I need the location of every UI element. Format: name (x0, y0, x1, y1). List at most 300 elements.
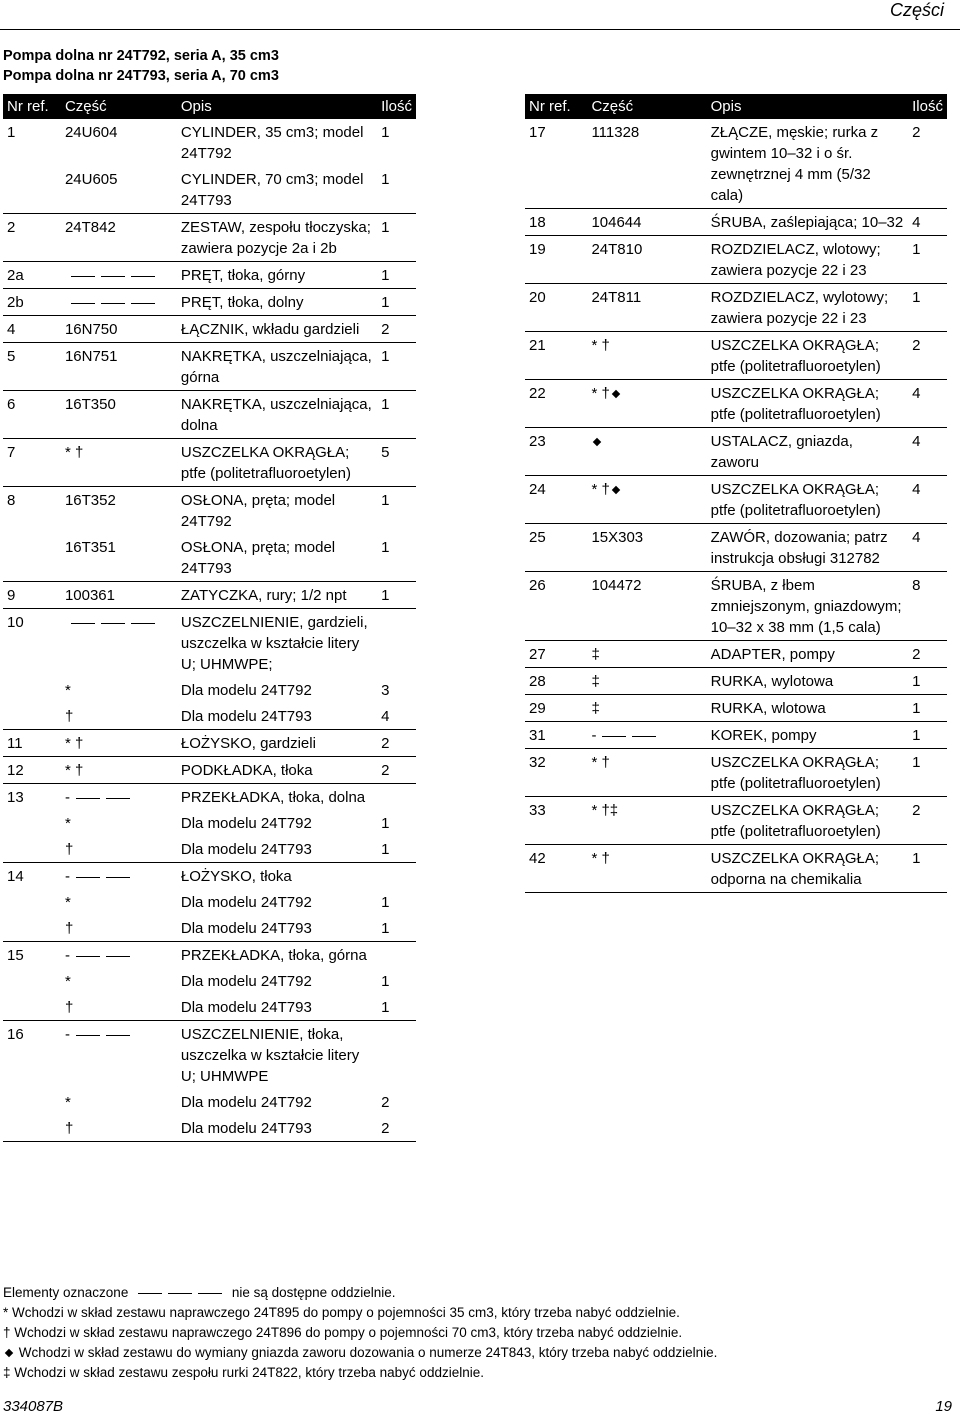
doc-number: 334087B (3, 1398, 64, 1415)
part-cell (587, 476, 706, 524)
part-number: * † (64, 444, 84, 461)
desc-cell: ROZDZIELACZ, wlotowy; zawiera pozycje 22 i 23 (707, 236, 909, 284)
note-not-available (3, 1283, 717, 1303)
ref-cell: 11 (3, 730, 61, 757)
ref-cell (3, 889, 61, 915)
part-number: 111328 (591, 124, 640, 141)
part-cell (587, 695, 706, 722)
part-cell (587, 845, 706, 893)
desc-cell: ZESTAW, zespołu tłoczyska; zawiera pozycje 2a i 2b (177, 214, 377, 262)
part-number: † (64, 841, 74, 858)
qty-cell: 1 (377, 119, 416, 167)
note-diamond-text: Wchodzi w skład zestawu do wymiany gniazda zaworu dozowania o numerze 24T843, który trzeba nabyć oddzielnie. (18, 1345, 718, 1360)
desc-cell: Dla modelu 24T793 (180, 999, 312, 1016)
table-row (3, 942, 416, 969)
qty-cell: 4 (381, 708, 390, 725)
table-row (3, 1089, 416, 1115)
ref-cell (3, 677, 61, 703)
qty-cell: 1 (377, 289, 416, 316)
part-number: † (64, 920, 74, 937)
ref-cell: 16 (3, 1021, 61, 1090)
qty-cell (377, 609, 416, 678)
part-cell (587, 572, 706, 641)
ref-cell: 20 (525, 284, 587, 332)
desc-cell: Dla modelu 24T792 (180, 973, 312, 990)
desc-cell: Dla modelu 24T792 (180, 815, 312, 832)
diamond-icon (612, 390, 620, 398)
part-number: - (64, 947, 70, 964)
qty-cell: 1 (377, 487, 416, 535)
table-row (525, 722, 947, 749)
table-row (3, 730, 416, 757)
table-row (3, 439, 416, 487)
ref-cell: 9 (3, 582, 61, 609)
part-number: ‡ (591, 700, 600, 717)
header-ref: Nr ref. (3, 94, 61, 119)
table-row (3, 784, 416, 811)
desc-cell: Dla modelu 24T793 (180, 708, 312, 725)
table-row (3, 214, 416, 262)
part-cell (587, 209, 706, 236)
qty-cell: 1 (908, 722, 947, 749)
table-row (3, 609, 416, 678)
qty-cell: 3 (381, 682, 390, 699)
part-number: 16T351 (64, 539, 116, 556)
note-double-dagger: ‡ Wchodzi w skład zestawu zespołu rurki 24T822, który trzeba nabyć oddzielnie. (3, 1365, 484, 1380)
part-number: * (64, 815, 71, 832)
dash-mark (131, 276, 155, 277)
part-number: 16T352 (64, 492, 116, 509)
part-cell (587, 749, 706, 797)
header-qty: Ilość (908, 94, 947, 119)
part-cell (587, 236, 706, 284)
desc-cell: USZCZELNIENIE, tłoka, uszczelka w kształcie litery U; UHMWPE (177, 1021, 377, 1090)
ref-cell: 12 (3, 757, 61, 784)
ref-cell: 21 (525, 332, 587, 380)
part-cell (61, 757, 177, 784)
table-row (3, 757, 416, 784)
desc-cell: ŚRUBA, zaślepiająca; 10–32 (707, 209, 909, 236)
qty-cell: 1 (908, 284, 947, 332)
part-cell (61, 915, 177, 942)
desc-cell: Dla modelu 24T792 (180, 1094, 312, 1111)
qty-cell: 1 (377, 391, 416, 439)
ref-cell (3, 994, 61, 1021)
desc-cell: PODKŁADKA, tłoka (177, 757, 377, 784)
part-number: - (591, 727, 597, 744)
header-desc: Opis (177, 94, 377, 119)
part-number: 24T842 (64, 219, 116, 236)
part-cell (61, 863, 177, 890)
desc-cell: PRZEKŁADKA, tłoka, górna (177, 942, 377, 969)
header-desc: Opis (707, 94, 909, 119)
qty-cell (377, 1021, 416, 1090)
qty-cell: 8 (908, 572, 947, 641)
dash-mark (101, 623, 125, 624)
part-number: † (64, 999, 74, 1016)
ref-cell (3, 915, 61, 942)
part-cell (587, 797, 706, 845)
table-row (3, 487, 416, 535)
ref-cell: 25 (525, 524, 587, 572)
table-row (3, 889, 416, 915)
part-number: 24U604 (64, 124, 118, 141)
ref-cell (3, 836, 61, 863)
qty-cell: 1 (381, 171, 390, 188)
desc-cell: PRZEKŁADKA, tłoka, dolna (177, 784, 377, 811)
part-number: - (64, 868, 70, 885)
note-not-available-before: Elementy oznaczone (3, 1285, 129, 1300)
ref-cell (3, 810, 61, 836)
ref-cell: 31 (525, 722, 587, 749)
table-row (3, 677, 416, 703)
part-number: * † (591, 385, 610, 402)
dash-mark (71, 303, 95, 304)
qty-cell: 1 (381, 920, 390, 937)
desc-cell: USZCZELKA OKRĄGŁA; ptfe (politetrafluoroetylen) (707, 749, 909, 797)
table-row (525, 236, 947, 284)
ref-cell: 8 (3, 487, 61, 535)
header-qty: Ilość (377, 94, 416, 119)
table-row (525, 668, 947, 695)
qty-cell: 1 (381, 841, 390, 858)
part-cell (61, 730, 177, 757)
table-row (3, 391, 416, 439)
note-dagger: † Wchodzi w skład zestawu naprawczego 24T896 do pompy o pojemności 70 cm3, który trzeba nabyć oddzielnie. (3, 1325, 683, 1340)
dash-mark (602, 736, 626, 737)
table-header-row (525, 94, 947, 119)
dash-mark (76, 956, 100, 957)
table-row (3, 119, 416, 167)
ref-cell (3, 534, 61, 582)
part-number: † (64, 1120, 74, 1137)
part-number: 16N751 (64, 348, 118, 365)
part-cell (61, 316, 177, 343)
qty-cell: 1 (377, 214, 416, 262)
diamond-icon (593, 438, 601, 446)
qty-cell: 2 (381, 1120, 390, 1137)
ref-cell: 26 (525, 572, 587, 641)
part-number: * (64, 1094, 71, 1111)
ref-cell: 2a (3, 262, 61, 289)
table-row (3, 703, 416, 730)
header-rule (0, 29, 960, 30)
part-number: 100361 (64, 587, 115, 604)
desc-cell: Dla modelu 24T792 (180, 682, 312, 699)
part-number: 15X303 (591, 529, 644, 546)
desc-cell: ROZDZIELACZ, wylotowy; zawiera pozycje 22 i 23 (707, 284, 909, 332)
part-cell (61, 439, 177, 487)
ref-cell: 17 (525, 119, 587, 209)
ref-cell: 42 (525, 845, 587, 893)
desc-cell: CYLINDER, 70 cm3; model 24T793 (180, 171, 364, 209)
qty-cell: 1 (377, 582, 416, 609)
part-cell (587, 668, 706, 695)
desc-cell: ZAWÓR, dozowania; patrz instrukcja obsługi 312782 (707, 524, 909, 572)
part-number: * † (591, 481, 610, 498)
ref-cell: 33 (525, 797, 587, 845)
desc-cell: USZCZELKA OKRĄGŁA; odporna na chemikalia (707, 845, 909, 893)
qty-cell: 2 (377, 730, 416, 757)
table-row (525, 428, 947, 476)
ref-cell: 28 (525, 668, 587, 695)
part-cell (61, 534, 177, 582)
table-row (525, 695, 947, 722)
part-number: 104472 (591, 577, 642, 594)
desc-cell: USZCZELKA OKRĄGŁA; ptfe (politetrafluoroetylen) (177, 439, 377, 487)
part-number: 24T810 (591, 241, 643, 258)
table-row (525, 119, 947, 209)
table-row (3, 166, 416, 214)
table-row (3, 289, 416, 316)
part-number: 24T811 (591, 289, 642, 306)
table-row (525, 332, 947, 380)
desc-cell: RURKA, wlotowa (707, 695, 909, 722)
part-number: * † (591, 850, 610, 867)
header-part: Część (587, 94, 706, 119)
header-ref: Nr ref. (525, 94, 587, 119)
desc-cell: RURKA, wylotowa (707, 668, 909, 695)
ref-cell: 10 (3, 609, 61, 678)
ref-cell: 14 (3, 863, 61, 890)
part-cell (61, 262, 177, 289)
dash-mark (106, 956, 130, 957)
ref-cell: 1 (3, 119, 61, 167)
ref-cell: 18 (525, 209, 587, 236)
desc-cell: CYLINDER, 35 cm3; model 24T792 (177, 119, 377, 167)
table-row (3, 534, 416, 582)
desc-cell: Dla modelu 24T793 (180, 1120, 312, 1137)
desc-cell: USZCZELKA OKRĄGŁA; ptfe (politetrafluoroetylen) (707, 380, 909, 428)
ref-cell (3, 968, 61, 994)
table-row (525, 209, 947, 236)
table-row (525, 749, 947, 797)
part-number: 104644 (591, 214, 642, 231)
ref-cell: 22 (525, 380, 587, 428)
parts-table-left (3, 94, 416, 1142)
dash-mark (71, 623, 95, 624)
desc-cell: ŚRUBA, z łbem zmniejszonym, gniazdowym; 10–32 x 38 mm (1,5 cala) (707, 572, 909, 641)
table-row (3, 1115, 416, 1142)
table-row (525, 845, 947, 893)
model-line-1: Pompa dolna nr 24T792, seria A, 35 cm3 (3, 48, 279, 64)
desc-cell: USTALACZ, gniazda, zaworu (707, 428, 909, 476)
qty-cell: 1 (908, 695, 947, 722)
table-row (3, 836, 416, 863)
ref-cell: 27 (525, 641, 587, 668)
dash-mark (106, 877, 130, 878)
ref-cell: 15 (3, 942, 61, 969)
qty-cell: 2 (908, 332, 947, 380)
part-number: * † (591, 337, 610, 354)
ref-cell: 29 (525, 695, 587, 722)
table-row (525, 572, 947, 641)
desc-cell: Dla modelu 24T793 (180, 920, 312, 937)
ref-cell: 24 (525, 476, 587, 524)
ref-cell: 13 (3, 784, 61, 811)
part-number: 16N750 (64, 321, 118, 338)
ref-cell (3, 703, 61, 730)
table-header-row (3, 94, 416, 119)
desc-cell: USZCZELKA OKRĄGŁA; ptfe (politetrafluoroetylen) (707, 332, 909, 380)
qty-cell: 2 (377, 757, 416, 784)
parts-table-right (525, 94, 947, 893)
desc-cell: NAKRĘTKA, uszczelniająca, górna (177, 343, 377, 391)
table-row (3, 915, 416, 942)
part-cell (61, 1021, 177, 1090)
part-number: 16T350 (64, 396, 116, 413)
part-number: - (64, 789, 70, 806)
part-number: * † (64, 762, 84, 779)
part-cell (61, 677, 177, 703)
table-row (3, 994, 416, 1021)
dash-mark (101, 303, 125, 304)
ref-cell: 19 (525, 236, 587, 284)
table-row (525, 641, 947, 668)
dash-mark (632, 736, 656, 737)
ref-cell: 23 (525, 428, 587, 476)
part-number: 24U605 (64, 171, 118, 188)
part-cell (61, 968, 177, 994)
dash-mark (71, 276, 95, 277)
part-number: - (64, 1026, 70, 1043)
part-cell (61, 703, 177, 730)
dash-mark (76, 877, 100, 878)
desc-cell: PRĘT, tłoka, dolny (177, 289, 377, 316)
qty-cell: 1 (908, 845, 947, 893)
part-cell (61, 1115, 177, 1142)
section-title: Części (889, 0, 944, 20)
qty-cell: 4 (908, 524, 947, 572)
dash-mark (131, 623, 155, 624)
desc-cell: ADAPTER, pompy (707, 641, 909, 668)
part-cell (587, 524, 706, 572)
qty-cell: 1 (381, 539, 390, 556)
qty-cell: 1 (377, 343, 416, 391)
ref-cell: 4 (3, 316, 61, 343)
note-not-available-after: nie są dostępne oddzielnie. (231, 1285, 396, 1300)
ref-cell (3, 166, 61, 214)
part-cell (61, 289, 177, 316)
diamond-icon (612, 486, 620, 494)
dash-mark (138, 1293, 162, 1294)
desc-cell: OSŁONA, pręta; model 24T793 (180, 539, 336, 577)
part-cell (61, 942, 177, 969)
table-row (3, 810, 416, 836)
part-cell (587, 641, 706, 668)
desc-cell: KOREK, pompy (707, 722, 909, 749)
part-number: † (64, 708, 74, 725)
qty-cell: 5 (377, 439, 416, 487)
table-row (525, 380, 947, 428)
qty-cell: 4 (908, 209, 947, 236)
dash-mark (168, 1293, 192, 1294)
part-cell (61, 214, 177, 262)
dash-mark (101, 276, 125, 277)
desc-cell: PRĘT, tłoka, górny (177, 262, 377, 289)
part-cell (61, 582, 177, 609)
qty-cell: 4 (908, 476, 947, 524)
part-cell (587, 722, 706, 749)
part-cell (61, 609, 177, 678)
qty-cell: 1 (908, 668, 947, 695)
note-diamond (3, 1343, 717, 1363)
part-number: ‡ (591, 673, 600, 690)
dash-mark (106, 798, 130, 799)
part-cell (61, 391, 177, 439)
part-number: * † (591, 754, 610, 771)
qty-cell: 4 (908, 380, 947, 428)
qty-cell (377, 942, 416, 969)
qty-cell: 2 (381, 1094, 390, 1111)
ref-cell: 32 (525, 749, 587, 797)
qty-cell: 2 (377, 316, 416, 343)
desc-cell: ZŁĄCZE, męskie; rurka z gwintem 10–32 i o śr. zewnętrznej 4 mm (5/32 cala) (707, 119, 909, 209)
part-cell (61, 889, 177, 915)
page-number: 19 (935, 1398, 952, 1415)
ref-cell: 5 (3, 343, 61, 391)
desc-cell: ZATYCZKA, rury; 1/2 npt (177, 582, 377, 609)
ref-cell: 2b (3, 289, 61, 316)
diamond-icon (5, 1349, 13, 1357)
part-cell (61, 487, 177, 535)
dash-mark (106, 1035, 130, 1036)
part-cell (61, 119, 177, 167)
part-cell (587, 284, 706, 332)
ref-cell: 6 (3, 391, 61, 439)
note-star: * Wchodzi w skład zestawu naprawczego 24T895 do pompy o pojemności 35 cm3, który trzeba nabyć oddzielnie. (3, 1305, 680, 1320)
part-cell (61, 994, 177, 1021)
part-cell (587, 428, 706, 476)
footnotes (3, 1283, 717, 1383)
part-number: ‡ (591, 646, 600, 663)
part-number: * † (64, 735, 84, 752)
part-cell (587, 119, 706, 209)
table-row (3, 582, 416, 609)
desc-cell: OSŁONA, pręta; model 24T792 (177, 487, 377, 535)
qty-cell: 1 (381, 815, 390, 832)
dash-mark (76, 1035, 100, 1036)
qty-cell: 1 (377, 262, 416, 289)
desc-cell: USZCZELNIENIE, gardzieli, uszczelka w kształcie litery U; UHMWPE; (177, 609, 377, 678)
part-cell (61, 810, 177, 836)
desc-cell: ŁOŻYSKO, gardzieli (177, 730, 377, 757)
desc-cell: Dla modelu 24T793 (180, 841, 312, 858)
qty-cell: 2 (908, 119, 947, 209)
desc-cell: Dla modelu 24T792 (180, 894, 312, 911)
qty-cell: 1 (908, 236, 947, 284)
part-number: * †‡ (591, 802, 619, 819)
qty-cell: 4 (908, 428, 947, 476)
ref-cell (3, 1089, 61, 1115)
part-number: * (64, 682, 71, 699)
table-row (3, 316, 416, 343)
dash-mark (76, 798, 100, 799)
part-cell (587, 332, 706, 380)
part-cell (61, 166, 177, 214)
table-row (3, 968, 416, 994)
table-row (525, 284, 947, 332)
desc-cell: USZCZELKA OKRĄGŁA; ptfe (politetrafluoroetylen) (707, 476, 909, 524)
table-row (3, 863, 416, 890)
part-cell (61, 1089, 177, 1115)
desc-cell: USZCZELKA OKRĄGŁA; ptfe (politetrafluoroetylen) (707, 797, 909, 845)
table-row (3, 343, 416, 391)
qty-cell: 1 (381, 973, 390, 990)
table-row (525, 797, 947, 845)
desc-cell: NAKRĘTKA, uszczelniająca, dolna (177, 391, 377, 439)
table-row (525, 524, 947, 572)
